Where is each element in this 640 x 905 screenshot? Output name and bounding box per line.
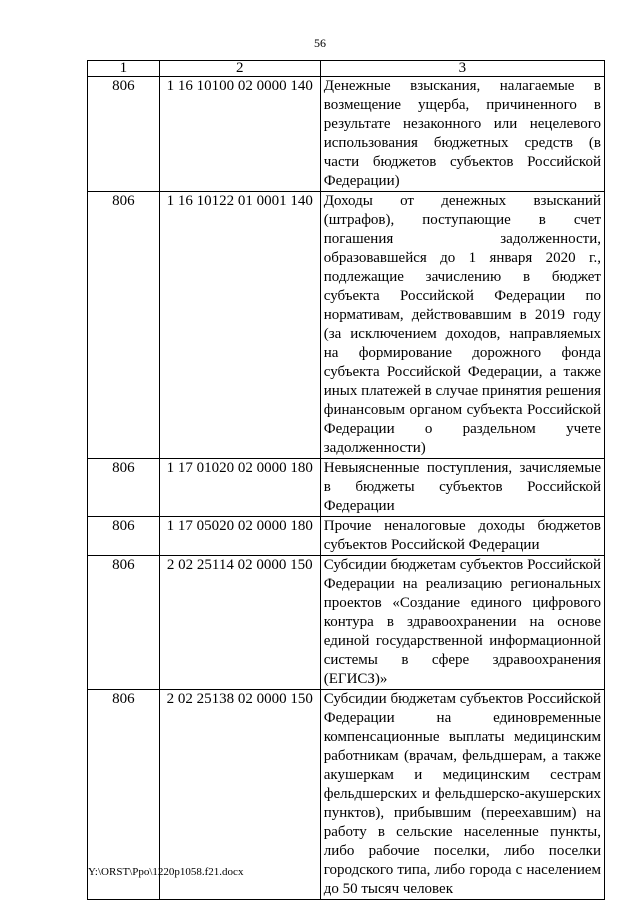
admin-code-cell: 806 (88, 192, 160, 459)
budget-code-cell: 2 02 25138 02 0000 150 (159, 690, 320, 900)
column-header-1: 1 (88, 61, 160, 77)
page-number: 56 (314, 36, 326, 50)
admin-code-cell: 806 (88, 690, 160, 900)
table-row (88, 556, 605, 690)
column-header-3: 3 (320, 61, 604, 77)
income-name-cell: Доходы от денежных взысканий (штрафов), поступающие в счет погашения задолженности, образовавшейся до 1 января 2020 г., подлежащие зачислению в бюджет субъекта Российской Федерации по нормативам, действовавшим в 2019 году (за исключением доходов, направляемых на формирование дорожного фонда субъекта Российской Федерации, а также иных платежей в случае принятия решения финансовым органом субъекта Российской Федерации о раздельном учете задолженности) (320, 192, 604, 459)
admin-code-cell: 806 (88, 517, 160, 556)
table-row (88, 77, 605, 192)
income-name-cell: Прочие неналоговые доходы бюджетов субъектов Российской Федерации (320, 517, 604, 556)
income-name-cell: Денежные взыскания, налагаемые в возмещение ущерба, причиненного в результате незаконного или нецелевого использования бюджетных средств (в части бюджетов субъектов Российской Федерации) (320, 77, 604, 192)
table-row (88, 517, 605, 556)
admin-code-cell: 806 (88, 556, 160, 690)
income-name-cell: Невыясненные поступления, зачисляемые в бюджеты субъектов Российской Федерации (320, 459, 604, 517)
income-name-cell: Субсидии бюджетам субъектов Российской Федерации на единовременные компенсационные выплаты медицинским работникам (врачам, фельдшерам, а также акушеркам и медицинским сестрам фельдшерских и фельдшерско-акушерских пунктов), прибывшим (переехавшим) на работу в сельские населенные пункты, либо рабочие поселки, либо поселки городского типа, либо города с населением до 50 тысяч человек (320, 690, 604, 900)
admin-code-cell: 806 (88, 459, 160, 517)
table-row (88, 459, 605, 517)
budget-code-cell: 1 16 10122 01 0001 140 (159, 192, 320, 459)
income-name-cell: Субсидии бюджетам субъектов Российской Федерации на реализацию региональных проектов «Создание единого цифрового контура в здравоохранении на основе единой государственной информационной системы в сфере здравоохранения (ЕГИСЗ)» (320, 556, 604, 690)
budget-codes-table (87, 60, 605, 900)
column-header-2: 2 (159, 61, 320, 77)
table-header-row (88, 61, 605, 77)
admin-code-cell: 806 (88, 77, 160, 192)
budget-code-cell: 1 17 05020 02 0000 180 (159, 517, 320, 556)
budget-code-cell: 1 16 10100 02 0000 140 (159, 77, 320, 192)
footer-file-path: Y:\ORST\Ppo\1220p1058.f21.docx (88, 866, 244, 878)
budget-code-cell: 2 02 25114 02 0000 150 (159, 556, 320, 690)
table-row (88, 192, 605, 459)
budget-code-cell: 1 17 01020 02 0000 180 (159, 459, 320, 517)
